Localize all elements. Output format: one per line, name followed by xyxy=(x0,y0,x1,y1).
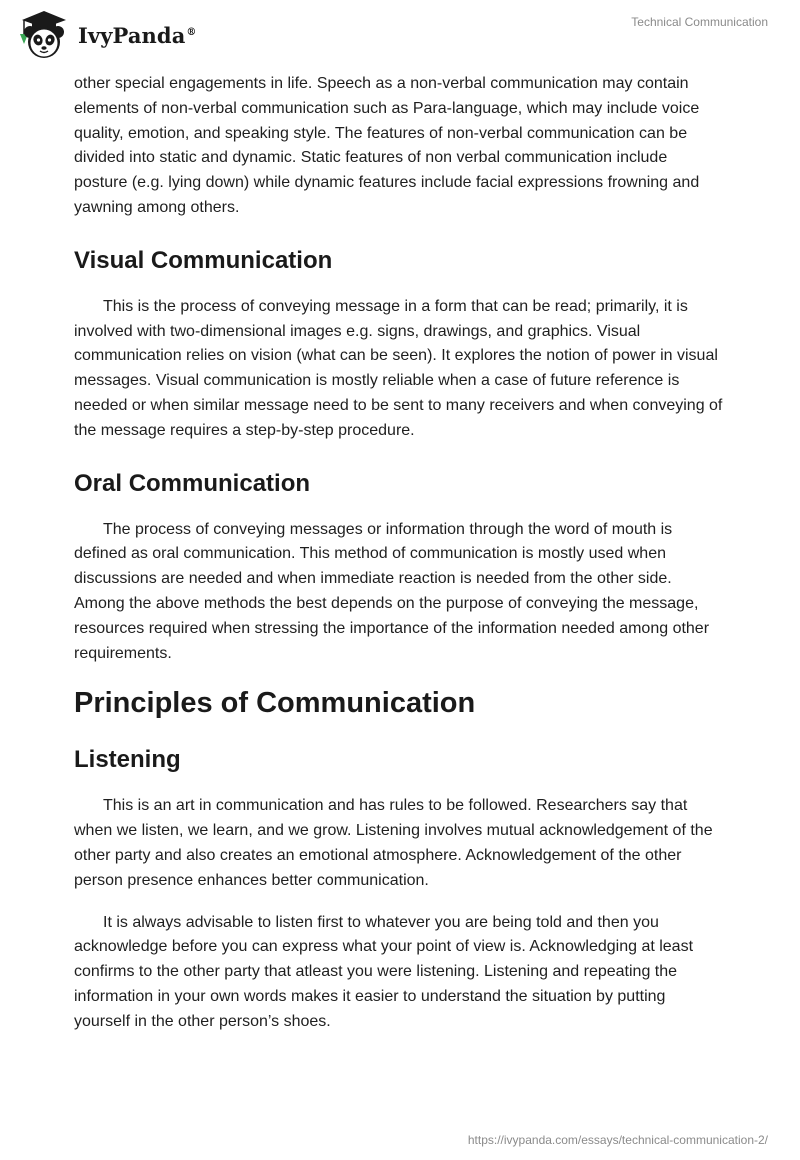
document-title: Technical Communication xyxy=(631,15,768,29)
main-heading-principles: Principles of Communication xyxy=(74,687,476,720)
essay-content xyxy=(74,72,724,1052)
paragraph: This is an art in communication and has rules to be followed. Researchers say that when we listen, we learn, and we grow. Listening involves mutual acknowledgement of the other party and also creates an emotional atmosphere. Acknowledgement of the other person presence enhances better communication. xyxy=(74,797,713,889)
panda-logo-icon xyxy=(14,8,72,60)
logo-text: IvyPanda® xyxy=(78,22,197,48)
source-url[interactable]: https://ivypanda.com/essays/technical-communication-2/ xyxy=(467,1133,768,1147)
paragraph: other special engagements in life. Speech as a non-verbal communication may contain elements of non-verbal communication such as Para-language, which may include voice quality, emotion, and speaking style. The features of non-verbal communication can be divided into static and dynamic. Static features of non verbal communication include posture (e.g. lying down) while dynamic features include facial expressions frowning and yawning among others. xyxy=(74,75,700,216)
section-heading-listening: Listening xyxy=(74,746,181,774)
paragraph: It is always advisable to listen first to whatever you are being told and then you acknowledge before you can express what your point of view is. Acknowledging at least confirms to the other party that atleast you were listening. Listening and repeating the information in your own words makes it easier to understand the situation by putting yourself in the other person’s shoes. xyxy=(74,913,694,1030)
page-header xyxy=(0,0,800,70)
section-heading-visual-communication: Visual Communication xyxy=(74,246,333,274)
logo[interactable] xyxy=(14,8,197,60)
paragraph: The process of conveying messages or information through the word of mouth is defined as oral communication. This method of communication is mostly used when discussions are needed and when immediate reaction is needed from the other side. Among the above methods the best depends on the purpose of conveying the message, resources required when stressing the importance of the information needed among other requirements. xyxy=(74,520,710,662)
section-heading-oral-communication: Oral Communication xyxy=(74,469,311,497)
paragraph: This is the process of conveying message in a form that can be read; primarily, it is involved with two-dimensional images e.g. signs, drawings, and graphics. Visual communication relies on vision (what can be seen). It explores the notion of power in visual messages. Visual communication is mostly reliable when a case of future reference is needed or when similar message need to be sent to many receivers and when conveying of the message requires a step-by-step procedure. xyxy=(74,297,723,439)
